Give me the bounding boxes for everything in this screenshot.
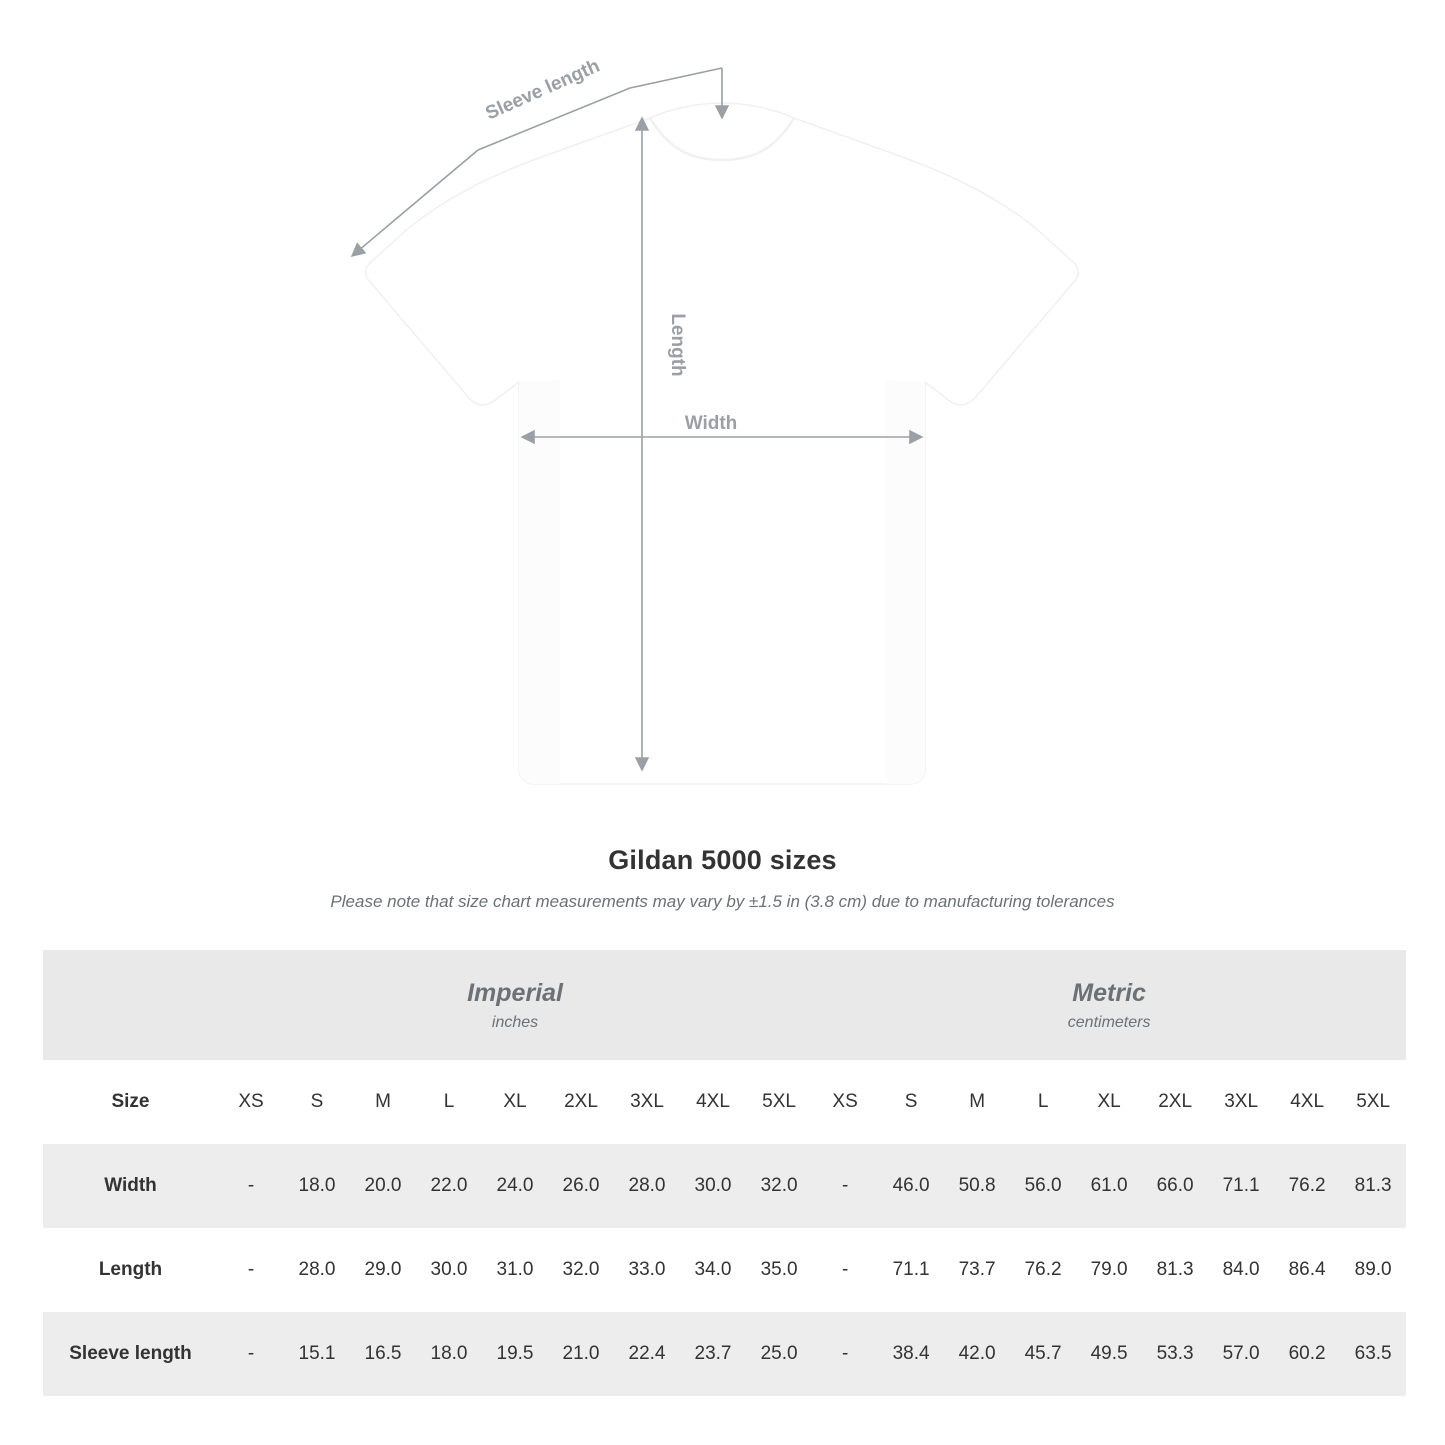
cell-length-metric-m: 73.7 — [944, 1228, 1010, 1312]
row-label-sleeve-length: Sleeve length — [43, 1312, 218, 1396]
size-header-imperial-m: M — [350, 1060, 416, 1144]
size-header-metric-l: L — [1010, 1060, 1076, 1144]
cell-width-imperial-xl: 24.0 — [482, 1144, 548, 1228]
cell-sleeve-imperial-2xl: 21.0 — [548, 1312, 614, 1396]
cell-width-metric-l: 56.0 — [1010, 1144, 1076, 1228]
unit-header-spacer — [43, 950, 218, 1060]
imperial-sub-label: inches — [491, 1013, 539, 1031]
cell-length-imperial-2xl: 32.0 — [548, 1228, 614, 1312]
cell-width-imperial-4xl: 30.0 — [680, 1144, 746, 1228]
metric-header — [812, 950, 1406, 1060]
cell-sleeve-metric-5xl: 63.5 — [1340, 1312, 1406, 1396]
metric-label: Metric — [1072, 979, 1146, 1008]
size-header-imperial-3xl: 3XL — [614, 1060, 680, 1144]
size-header-imperial-5xl: 5XL — [746, 1060, 812, 1144]
cell-width-metric-2xl: 66.0 — [1142, 1144, 1208, 1228]
cell-width-metric-xs: - — [812, 1144, 878, 1228]
cell-length-imperial-xs: - — [218, 1228, 284, 1312]
metric-sub-label: centimeters — [1067, 1013, 1151, 1031]
cell-length-imperial-4xl: 34.0 — [680, 1228, 746, 1312]
cell-width-imperial-l: 22.0 — [416, 1144, 482, 1228]
size-header-imperial-2xl: 2XL — [548, 1060, 614, 1144]
page-title: Gildan 5000 sizes — [608, 845, 837, 875]
cell-length-metric-5xl: 89.0 — [1340, 1228, 1406, 1312]
cell-width-metric-4xl: 76.2 — [1274, 1144, 1340, 1228]
size-header-metric-5xl: 5XL — [1340, 1060, 1406, 1144]
cell-sleeve-imperial-xl: 19.5 — [482, 1312, 548, 1396]
tolerance-note: Please note that size chart measurements may vary by ±1.5 in (3.8 cm) due to manufacturing tolerances — [330, 892, 1115, 911]
size-header-metric-m: M — [944, 1060, 1010, 1144]
length-label: Length — [667, 313, 688, 377]
size-header-metric-s: S — [878, 1060, 944, 1144]
cell-sleeve-imperial-5xl: 25.0 — [746, 1312, 812, 1396]
cell-sleeve-metric-l: 45.7 — [1010, 1312, 1076, 1396]
cell-length-metric-l: 76.2 — [1010, 1228, 1076, 1312]
size-header-imperial-xl: XL — [482, 1060, 548, 1144]
cell-sleeve-imperial-3xl: 22.4 — [614, 1312, 680, 1396]
table-row — [43, 1228, 1406, 1312]
size-table — [43, 950, 1406, 1396]
cell-width-imperial-s: 18.0 — [284, 1144, 350, 1228]
cell-width-metric-xl: 61.0 — [1076, 1144, 1142, 1228]
size-header-imperial-4xl: 4XL — [680, 1060, 746, 1144]
table-row — [43, 1144, 1406, 1228]
cell-width-imperial-5xl: 32.0 — [746, 1144, 812, 1228]
row-label-width: Width — [43, 1144, 218, 1228]
table-row — [43, 1312, 1406, 1396]
cell-sleeve-metric-xs: - — [812, 1312, 878, 1396]
size-table-wrapper — [43, 950, 1403, 1396]
imperial-label: Imperial — [467, 979, 563, 1008]
cell-sleeve-metric-xl: 49.5 — [1076, 1312, 1142, 1396]
cell-length-metric-3xl: 84.0 — [1208, 1228, 1274, 1312]
cell-sleeve-imperial-m: 16.5 — [350, 1312, 416, 1396]
cell-length-metric-xl: 79.0 — [1076, 1228, 1142, 1312]
cell-length-metric-4xl: 86.4 — [1274, 1228, 1340, 1312]
cell-width-imperial-m: 20.0 — [350, 1144, 416, 1228]
cell-length-metric-s: 71.1 — [878, 1228, 944, 1312]
tshirt-shape — [366, 103, 1079, 784]
cell-width-metric-m: 50.8 — [944, 1144, 1010, 1228]
cell-sleeve-metric-s: 38.4 — [878, 1312, 944, 1396]
size-header-metric-xs: XS — [812, 1060, 878, 1144]
size-header-metric-3xl: 3XL — [1208, 1060, 1274, 1144]
size-header-imperial-xs: XS — [218, 1060, 284, 1144]
cell-sleeve-imperial-4xl: 23.7 — [680, 1312, 746, 1396]
cell-sleeve-imperial-s: 15.1 — [284, 1312, 350, 1396]
cell-length-imperial-m: 29.0 — [350, 1228, 416, 1312]
cell-width-metric-5xl: 81.3 — [1340, 1144, 1406, 1228]
cell-width-metric-3xl: 71.1 — [1208, 1144, 1274, 1228]
size-header-metric-xl: XL — [1076, 1060, 1142, 1144]
row-label-length: Length — [43, 1228, 218, 1312]
cell-width-metric-s: 46.0 — [878, 1144, 944, 1228]
unit-header-row — [43, 950, 1406, 1060]
cell-width-imperial-xs: - — [218, 1144, 284, 1228]
size-header-imperial-l: L — [416, 1060, 482, 1144]
cell-length-imperial-3xl: 33.0 — [614, 1228, 680, 1312]
cell-length-imperial-xl: 31.0 — [482, 1228, 548, 1312]
cell-sleeve-metric-2xl: 53.3 — [1142, 1312, 1208, 1396]
cell-sleeve-imperial-xs: - — [218, 1312, 284, 1396]
size-header-metric-2xl: 2XL — [1142, 1060, 1208, 1144]
cell-length-metric-xs: - — [812, 1228, 878, 1312]
imperial-header — [218, 950, 812, 1060]
sleeve-length-label: Sleeve length — [482, 55, 603, 125]
cell-length-imperial-s: 28.0 — [284, 1228, 350, 1312]
cell-sleeve-metric-m: 42.0 — [944, 1312, 1010, 1396]
size-corner-label: Size — [43, 1060, 218, 1144]
cell-sleeve-metric-3xl: 57.0 — [1208, 1312, 1274, 1396]
cell-sleeve-metric-4xl: 60.2 — [1274, 1312, 1340, 1396]
width-label: Width — [684, 413, 738, 434]
size-header-metric-4xl: 4XL — [1274, 1060, 1340, 1144]
size-header-row — [43, 1060, 1406, 1144]
cell-length-metric-2xl: 81.3 — [1142, 1228, 1208, 1312]
cell-length-imperial-l: 30.0 — [416, 1228, 482, 1312]
cell-width-imperial-3xl: 28.0 — [614, 1144, 680, 1228]
cell-length-imperial-5xl: 35.0 — [746, 1228, 812, 1312]
cell-sleeve-imperial-l: 18.0 — [416, 1312, 482, 1396]
size-header-imperial-s: S — [284, 1060, 350, 1144]
cell-width-imperial-2xl: 26.0 — [548, 1144, 614, 1228]
title-block — [0, 845, 1445, 912]
